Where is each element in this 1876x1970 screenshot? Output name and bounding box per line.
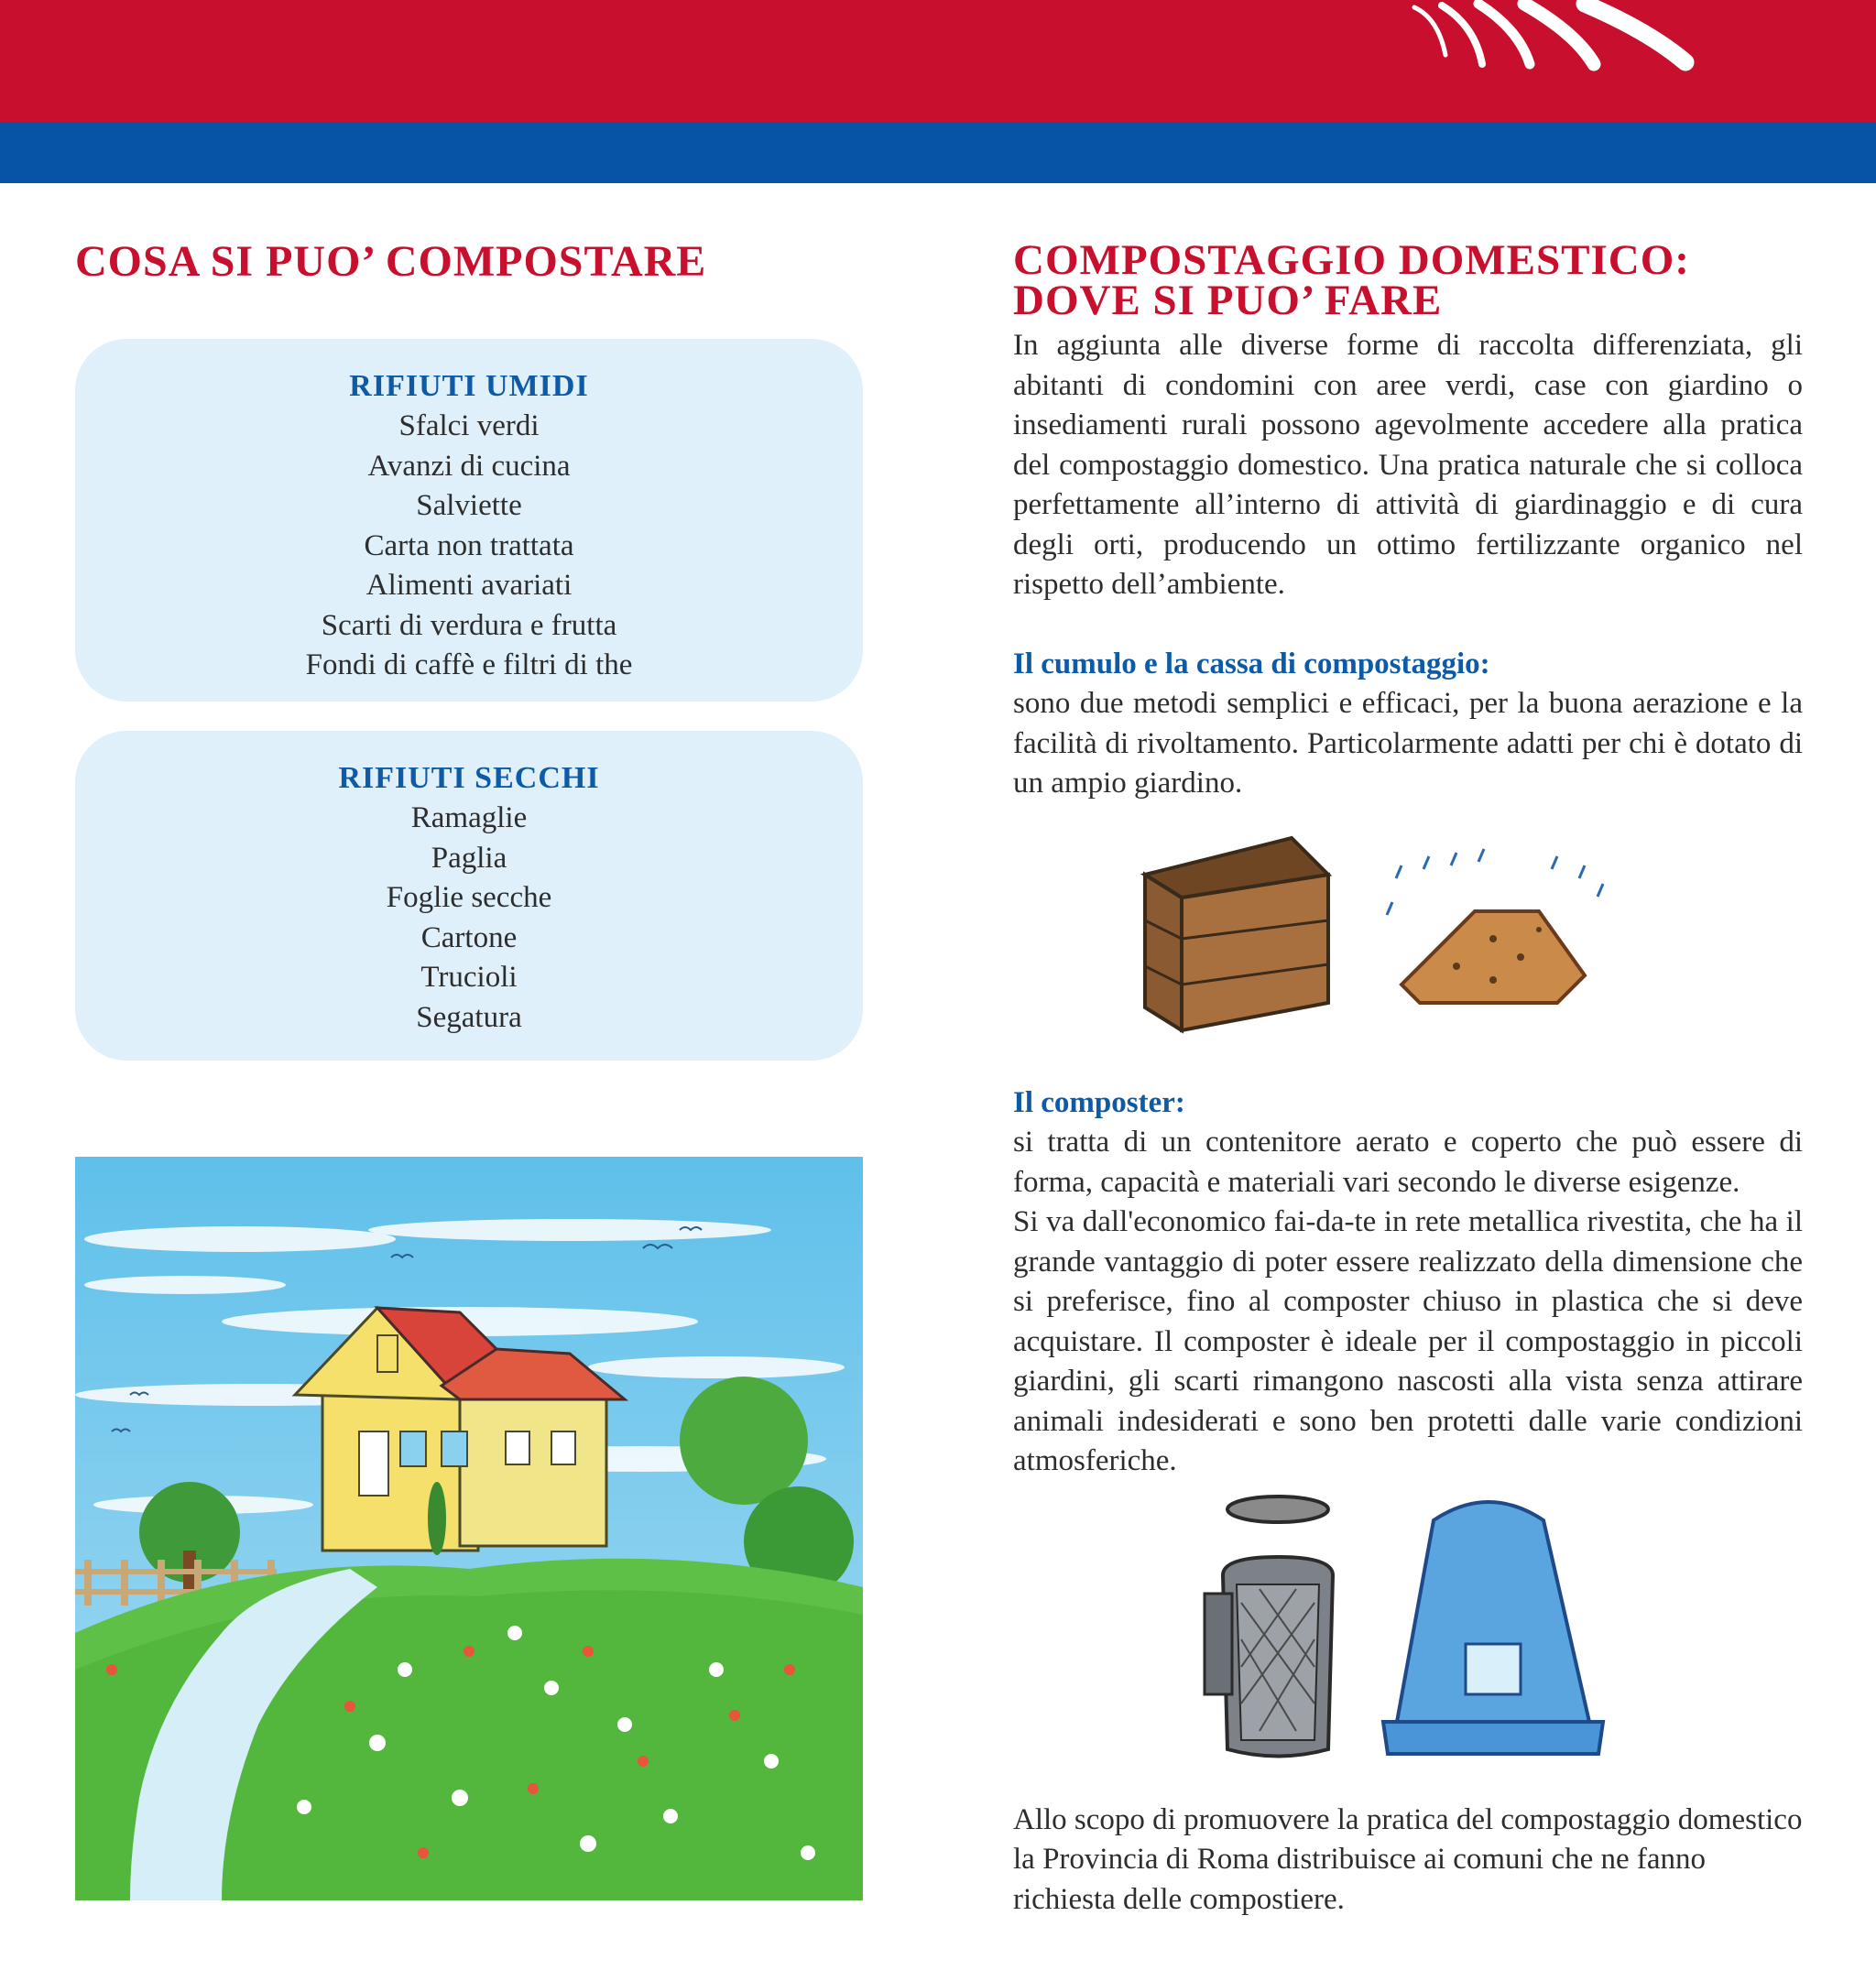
list-item: Fondi di caffè e filtri di the [305, 648, 633, 681]
list-item: Cartone [420, 920, 518, 954]
composter-subtitle: Il composter: [1013, 1085, 1185, 1119]
cumulo-paragraph: sono due metodi semplici e efficaci, per la buona aerazione e la facilità di rivoltamento. Particolarmente adatti per chi è dotato di un ampio giardino. [1013, 687, 1803, 800]
list-item: Avanzi di cucina [367, 449, 571, 483]
dry-waste-box [75, 731, 863, 1061]
compost-box-and-heap-illustration [1127, 820, 1676, 1039]
composter-paragraph-2: Si va dall'economico fai-da-te in rete metallica rivestita, che ha il grande vantaggio di poter essere realizzato della dimensione che si preferisce, fino al composter chiuso in plastica che si deve acquistare. Il composter è ideale per il compostaggio in piccoli giardini, gli scarti rimangono nascosti alla vista senza attirare animali indesiderati e sono ben protetti dalle varie condizioni atmosferiche. [1013, 1205, 1803, 1477]
title-line-2: DOVE SI PUO’ FARE [1013, 277, 1443, 324]
list-item: Salviette [416, 489, 522, 522]
header-stripes-decoration [1402, 0, 1876, 122]
title-line-1: COMPOSTAGGIO DOMESTICO: [1013, 236, 1690, 284]
house-garden-illustration [75, 1157, 863, 1900]
dry-waste-list [75, 799, 863, 1038]
list-item: Scarti di verdura e frutta [321, 608, 617, 642]
cumulo-subtitle: Il cumulo e la cassa di compostaggio: [1013, 647, 1490, 680]
header-blue-band [0, 122, 1876, 183]
page-title-right [1013, 236, 1803, 324]
intro-paragraph: In aggiunta alle diverse forme di raccolta differenziata, gli abitanti di condomini con aree verdi, case con giardino o insediamenti rurali possono agevolmente accedere alla pratica del compostaggio domestico. Una pratica naturale che si colloca perfettamente all’interno di attività di giardinaggio e di cura degli orti, producendo un ottimo fertilizzante organico nel rispetto dell’ambiente. [1013, 329, 1803, 601]
list-item: Sfalci verdi [398, 409, 540, 442]
list-item: Carta non trattata [364, 528, 574, 562]
list-item: Trucioli [420, 961, 518, 994]
wet-waste-box [75, 339, 863, 702]
wet-waste-list [75, 407, 863, 686]
closing-paragraph: Allo scopo di promuovere la pratica del compostaggio domestico la Provincia di Roma distribuisce ai comuni che ne fanno richiesta delle compostiere. [1013, 1802, 1803, 1916]
list-item: Alimenti avariati [365, 569, 573, 602]
list-item: Ramaglie [410, 801, 528, 834]
composter-paragraph-1: si tratta di un contenitore aerato e coperto che può essere di forma, capacità e materiali vari secondo le diverse esigenze. [1013, 1126, 1803, 1199]
composter-bins-illustration [1195, 1484, 1617, 1768]
list-item: Foglie secche [386, 881, 552, 914]
page-title-left: COSA SI PUO’ COMPOSTARE [75, 237, 707, 286]
wet-waste-title: RIFIUTI UMIDI [349, 369, 589, 403]
dry-waste-title: RIFIUTI SECCHI [338, 761, 600, 795]
list-item: Segatura [416, 1000, 522, 1034]
list-item: Paglia [431, 841, 507, 875]
